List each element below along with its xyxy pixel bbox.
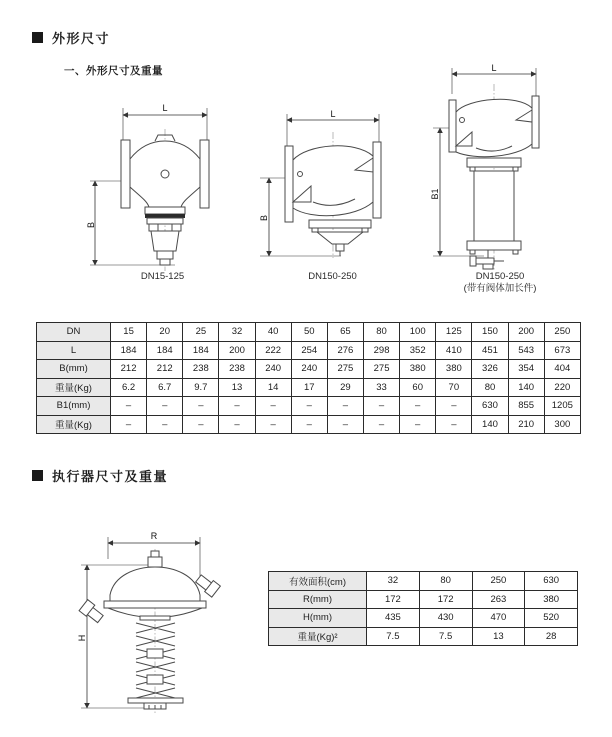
- table-cell: 673: [544, 341, 580, 360]
- row-header: B1(mm): [37, 397, 111, 416]
- table-cell: 20: [147, 323, 183, 342]
- table-cell: 212: [111, 360, 147, 379]
- table-cell: 404: [544, 360, 580, 379]
- table-cell: 435: [367, 609, 420, 628]
- table-cell: 352: [400, 341, 436, 360]
- dim-label-B: B: [259, 214, 269, 222]
- table-cell: 140: [508, 378, 544, 397]
- valve-drawing-dn150-250-extended: [428, 60, 593, 273]
- actuator-drawing: [58, 523, 238, 718]
- table-cell: –: [111, 415, 147, 434]
- table-cell: 210: [508, 415, 544, 434]
- table-cell: 15: [111, 323, 147, 342]
- table-cell: 240: [255, 360, 291, 379]
- table-cell: 275: [327, 360, 363, 379]
- table-row: [37, 415, 581, 434]
- table-cell: 80: [419, 572, 472, 591]
- section-bullet-icon: [32, 32, 43, 43]
- table-cell: 32: [367, 572, 420, 591]
- table-cell: –: [219, 415, 255, 434]
- table-cell: 13: [472, 627, 525, 646]
- table-cell: 184: [183, 341, 219, 360]
- table-cell: 240: [291, 360, 327, 379]
- table-cell: –: [400, 415, 436, 434]
- table-cell: 40: [255, 323, 291, 342]
- table-row: [37, 341, 581, 360]
- table-cell: 6.2: [111, 378, 147, 397]
- row-header: B(mm): [37, 360, 111, 379]
- dim-label-H: H: [77, 634, 87, 642]
- table-cell: 6.7: [147, 378, 183, 397]
- table-cell: 184: [111, 341, 147, 360]
- table-cell: –: [111, 397, 147, 416]
- table-cell: 520: [525, 609, 578, 628]
- table-row: [269, 590, 578, 609]
- row-header: 重量(Kg): [37, 415, 111, 434]
- table-cell: 9.7: [183, 378, 219, 397]
- table-cell: 354: [508, 360, 544, 379]
- table-cell: –: [291, 415, 327, 434]
- valve1-caption: DN15-125: [140, 271, 185, 282]
- table-cell: 60: [400, 378, 436, 397]
- table-cell: 150: [472, 323, 508, 342]
- table-cell: 250: [472, 572, 525, 591]
- row-header: 重量(Kg): [37, 378, 111, 397]
- row-header: 有效面积(cm): [269, 572, 367, 591]
- table-cell: –: [363, 397, 399, 416]
- section1-subtitle: 一、外形尺寸及重量: [64, 65, 163, 77]
- dim-label-L: L: [491, 63, 497, 73]
- valve3-caption-line2: (带有阀体加长件): [463, 283, 537, 294]
- table-cell: 200: [219, 341, 255, 360]
- valve3-caption: [420, 271, 580, 295]
- dim-label-R: R: [150, 531, 158, 541]
- actuator-dimensions-table: [268, 571, 578, 646]
- dim-label-L: L: [330, 109, 336, 119]
- table-cell: 33: [363, 378, 399, 397]
- table-cell: 238: [183, 360, 219, 379]
- dim-label-B1: B1: [430, 188, 440, 200]
- table-cell: 1205: [544, 397, 580, 416]
- table-cell: 263: [472, 590, 525, 609]
- table-cell: –: [436, 397, 472, 416]
- dim-label-L: L: [162, 103, 168, 113]
- table-cell: –: [147, 415, 183, 434]
- table-cell: 298: [363, 341, 399, 360]
- table-cell: –: [219, 397, 255, 416]
- table-cell: –: [327, 397, 363, 416]
- table-cell: 200: [508, 323, 544, 342]
- row-header: DN: [37, 323, 111, 342]
- table-cell: –: [363, 415, 399, 434]
- table-cell: 326: [472, 360, 508, 379]
- table-cell: 470: [472, 609, 525, 628]
- table-cell: 238: [219, 360, 255, 379]
- table-cell: 17: [291, 378, 327, 397]
- table-row: [269, 609, 578, 628]
- row-header: L: [37, 341, 111, 360]
- section2-title-text: 执行器尺寸及重量: [52, 469, 169, 484]
- table-cell: 7.5: [419, 627, 472, 646]
- table-cell: 13: [219, 378, 255, 397]
- table-cell: 80: [472, 378, 508, 397]
- section2-title: [32, 466, 168, 485]
- table-cell: 212: [147, 360, 183, 379]
- table-row: [269, 572, 578, 591]
- table-cell: 222: [255, 341, 291, 360]
- body-dimensions-table: [36, 322, 581, 434]
- table-cell: 50: [291, 323, 327, 342]
- table-cell: 28: [525, 627, 578, 646]
- table-cell: –: [436, 415, 472, 434]
- table-cell: –: [255, 415, 291, 434]
- table-cell: 276: [327, 341, 363, 360]
- table-cell: 430: [419, 609, 472, 628]
- table-row: [37, 323, 581, 342]
- row-header: R(mm): [269, 590, 367, 609]
- valve-drawing-dn150-250: [255, 106, 410, 266]
- table-cell: –: [183, 415, 219, 434]
- table-cell: 125: [436, 323, 472, 342]
- table-cell: 630: [525, 572, 578, 591]
- table-cell: 855: [508, 397, 544, 416]
- section1-title: [32, 28, 110, 47]
- table-cell: 140: [472, 415, 508, 434]
- section-bullet-icon: [32, 470, 43, 481]
- table-cell: 630: [472, 397, 508, 416]
- table-cell: 32: [219, 323, 255, 342]
- dim-label-B: B: [86, 221, 96, 229]
- row-header: 重量(Kg)²: [269, 627, 367, 646]
- table-cell: 410: [436, 341, 472, 360]
- table-cell: 380: [436, 360, 472, 379]
- table-row: [37, 360, 581, 379]
- table-cell: 29: [327, 378, 363, 397]
- table-cell: 14: [255, 378, 291, 397]
- valve-drawing-dn15-125: [85, 95, 240, 273]
- table-cell: 543: [508, 341, 544, 360]
- section1-title-text: 外形尺寸: [52, 31, 111, 46]
- table-cell: 184: [147, 341, 183, 360]
- table-cell: –: [327, 415, 363, 434]
- table-cell: 380: [525, 590, 578, 609]
- table-cell: –: [400, 397, 436, 416]
- table-cell: 220: [544, 378, 580, 397]
- table-cell: 451: [472, 341, 508, 360]
- table-cell: 380: [400, 360, 436, 379]
- table-cell: –: [147, 397, 183, 416]
- table-cell: 70: [436, 378, 472, 397]
- table-cell: 80: [363, 323, 399, 342]
- table-cell: 65: [327, 323, 363, 342]
- table-cell: –: [183, 397, 219, 416]
- table-cell: 7.5: [367, 627, 420, 646]
- table-cell: 250: [544, 323, 580, 342]
- table-row: [269, 627, 578, 646]
- table-cell: –: [291, 397, 327, 416]
- valve2-caption: DN150-250: [308, 271, 357, 282]
- table-cell: 275: [363, 360, 399, 379]
- table-cell: 25: [183, 323, 219, 342]
- table-row: [37, 397, 581, 416]
- table-cell: 100: [400, 323, 436, 342]
- table-cell: 172: [419, 590, 472, 609]
- table-cell: 254: [291, 341, 327, 360]
- table-cell: –: [255, 397, 291, 416]
- table-row: [37, 378, 581, 397]
- table-cell: 300: [544, 415, 580, 434]
- table-cell: 172: [367, 590, 420, 609]
- row-header: H(mm): [269, 609, 367, 628]
- valve3-caption-line1: DN150-250: [475, 271, 525, 282]
- air-connector-icon: [79, 600, 105, 625]
